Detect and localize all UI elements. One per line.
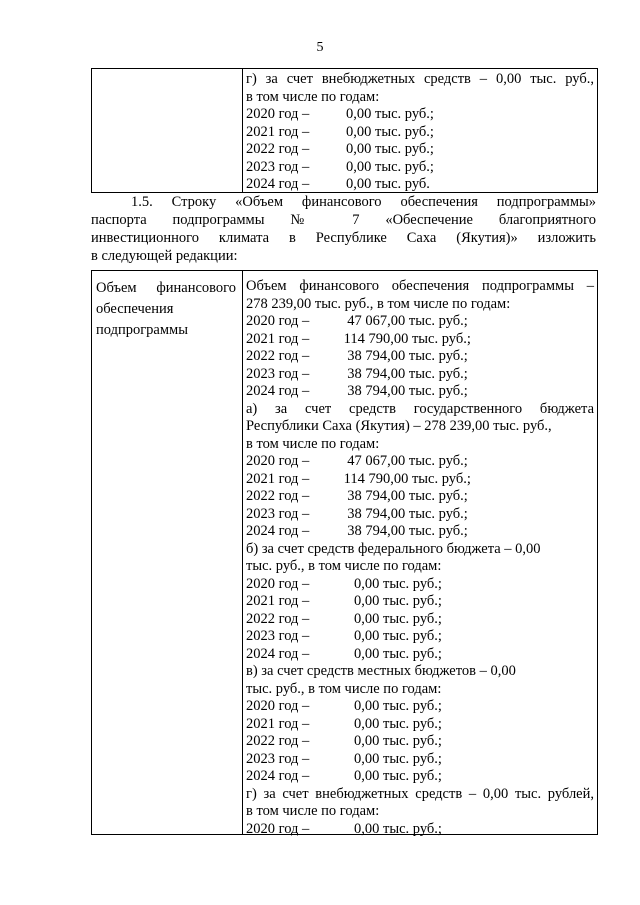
year-amount: 0,00 тыс. руб.; (346, 106, 434, 122)
year-row (246, 366, 594, 384)
year-row (246, 313, 594, 331)
year-row (246, 141, 594, 159)
year-amount: 38 794,00 тыс. руб.; (340, 348, 468, 364)
year-row (246, 331, 594, 349)
year-row (246, 628, 594, 646)
year-row (246, 768, 594, 786)
year-row (246, 124, 594, 142)
year-label: 2022 год – (246, 610, 310, 627)
year-amount: 0,00 тыс. руб.; (354, 820, 442, 837)
paragraph-line: 1.5. Строку «Объем финансового обеспечения подпрограммы» (131, 194, 596, 210)
year-amount: 0,00 тыс. руб.; (346, 141, 434, 157)
year-label: 2023 год – (246, 505, 310, 522)
year-label: 2020 год – (246, 575, 310, 592)
year-amount: 38 794,00 тыс. руб.; (340, 523, 468, 539)
funding-intro-2: в том числе по годам: (246, 88, 380, 105)
year-label: 2020 год – (246, 106, 310, 122)
year-row (246, 611, 594, 629)
column-divider (242, 271, 243, 834)
row-header-line: Объем финансового (96, 280, 236, 296)
year-row (246, 593, 594, 611)
section-a-year-list (246, 453, 594, 541)
section-c-line: в) за счет средств местных бюджетов – 0,00 (246, 663, 516, 679)
year-row (246, 821, 594, 839)
year-amount: 38 794,00 тыс. руб.; (340, 365, 468, 382)
section-d-line: г) за счет внебюджетных средств – 0,00 тыс. рублей, (246, 785, 594, 802)
row-header-cell (96, 278, 236, 341)
row-header-line: обеспечения (96, 301, 174, 317)
table-new-edition (91, 270, 598, 835)
year-label: 2024 год – (246, 645, 310, 662)
year-list (246, 106, 594, 194)
page-number: 5 (316, 40, 324, 55)
year-amount: 0,00 тыс. руб.; (354, 610, 442, 627)
year-row (246, 471, 594, 489)
year-label: 2021 год – (246, 715, 310, 732)
year-label: 2020 год – (246, 313, 310, 329)
year-row (246, 106, 594, 124)
year-amount: 38 794,00 тыс. руб.; (340, 383, 468, 399)
column-divider (242, 69, 243, 192)
year-row (246, 506, 594, 524)
year-amount: 47 067,00 тыс. руб.; (340, 453, 468, 469)
year-row (246, 159, 594, 177)
year-label: 2024 год – (246, 383, 310, 399)
year-row (246, 383, 594, 401)
year-label: 2023 год – (246, 158, 310, 175)
year-row (246, 523, 594, 541)
year-label: 2023 год – (246, 365, 310, 382)
instruction-paragraph (91, 193, 596, 265)
total-line: 278 239,00 тыс. руб., в том числе по годам: (246, 295, 511, 312)
section-d-year-list (246, 821, 594, 839)
section-b-line: б) за счет средств федерального бюджета – 0,00 (246, 540, 541, 557)
section-a-line: а) за счет средств государственного бюджета (246, 400, 594, 417)
section-c-year-list (246, 698, 594, 786)
year-amount: 114 790,00 тыс. руб.; (340, 470, 471, 487)
year-amount: 38 794,00 тыс. руб.; (340, 488, 468, 504)
section-d-line: в том числе по годам: (246, 803, 380, 819)
year-amount: 0,00 тыс. руб.; (354, 715, 442, 732)
year-amount: 38 794,00 тыс. руб.; (340, 505, 468, 522)
year-label: 2021 год – (246, 470, 310, 487)
year-row (246, 646, 594, 664)
year-label: 2023 год – (246, 750, 310, 767)
year-label: 2022 год – (246, 733, 310, 749)
year-label: 2023 год – (246, 628, 310, 644)
year-amount: 0,00 тыс. руб.; (354, 645, 442, 662)
year-row (246, 716, 594, 734)
year-label: 2021 год – (246, 123, 310, 140)
year-label: 2020 год – (246, 453, 310, 469)
paragraph-line: паспорта подпрограммы № 7 «Обеспечение благоприятного (91, 212, 596, 228)
section-b-year-list (246, 576, 594, 664)
year-row (246, 576, 594, 594)
year-label: 2024 год – (246, 768, 310, 784)
year-row (246, 733, 594, 751)
year-row (246, 348, 594, 366)
year-row (246, 488, 594, 506)
year-label: 2020 год – (246, 698, 310, 714)
year-amount: 0,00 тыс. руб.; (354, 575, 442, 592)
year-amount: 0,00 тыс. руб. (346, 176, 430, 192)
funding-intro: г) за счет внебюджетных средств – 0,00 тыс. руб., (246, 71, 594, 87)
year-amount: 0,00 тыс. руб.; (346, 123, 434, 140)
year-row (246, 751, 594, 769)
year-row (246, 698, 594, 716)
year-label: 2022 год – (246, 141, 310, 157)
total-line: Объем финансового обеспечения подпрограммы – (246, 278, 594, 294)
paragraph-line: инвестиционного климата в Республике Саха (Якутия)» изложить (91, 230, 596, 246)
year-label: 2024 год – (246, 176, 310, 192)
year-label: 2021 год – (246, 593, 310, 609)
year-label: 2022 год – (246, 348, 310, 364)
section-b-line: тыс. руб., в том числе по годам: (246, 558, 442, 574)
year-amount: 0,00 тыс. руб.; (354, 768, 442, 784)
year-label: 2024 год – (246, 523, 310, 539)
year-label: 2020 год – (246, 820, 310, 837)
year-amount: 114 790,00 тыс. руб.; (340, 330, 471, 347)
year-label: 2022 год – (246, 488, 310, 504)
year-amount: 0,00 тыс. руб.; (354, 698, 442, 714)
year-label: 2021 год – (246, 330, 310, 347)
section-c-line: тыс. руб., в том числе по годам: (246, 680, 442, 697)
table-cell-funding (246, 71, 594, 194)
year-row (246, 176, 594, 194)
table-continued (91, 68, 598, 193)
section-a-line: в том числе по годам: (246, 435, 380, 452)
year-amount: 0,00 тыс. руб.; (346, 158, 434, 175)
year-amount: 0,00 тыс. руб.; (354, 733, 442, 749)
year-row (246, 453, 594, 471)
year-amount: 0,00 тыс. руб.; (354, 750, 442, 767)
section-a-line: Республики Саха (Якутия) – 278 239,00 тыс. руб., (246, 418, 552, 434)
year-amount: 47 067,00 тыс. руб.; (340, 313, 468, 329)
year-amount: 0,00 тыс. руб.; (354, 628, 442, 644)
funding-cell (246, 278, 594, 838)
row-header-line: подпрограммы (96, 322, 188, 338)
year-amount: 0,00 тыс. руб.; (354, 593, 442, 609)
paragraph-line: в следующей редакции: (91, 248, 238, 264)
total-year-list (246, 313, 594, 401)
